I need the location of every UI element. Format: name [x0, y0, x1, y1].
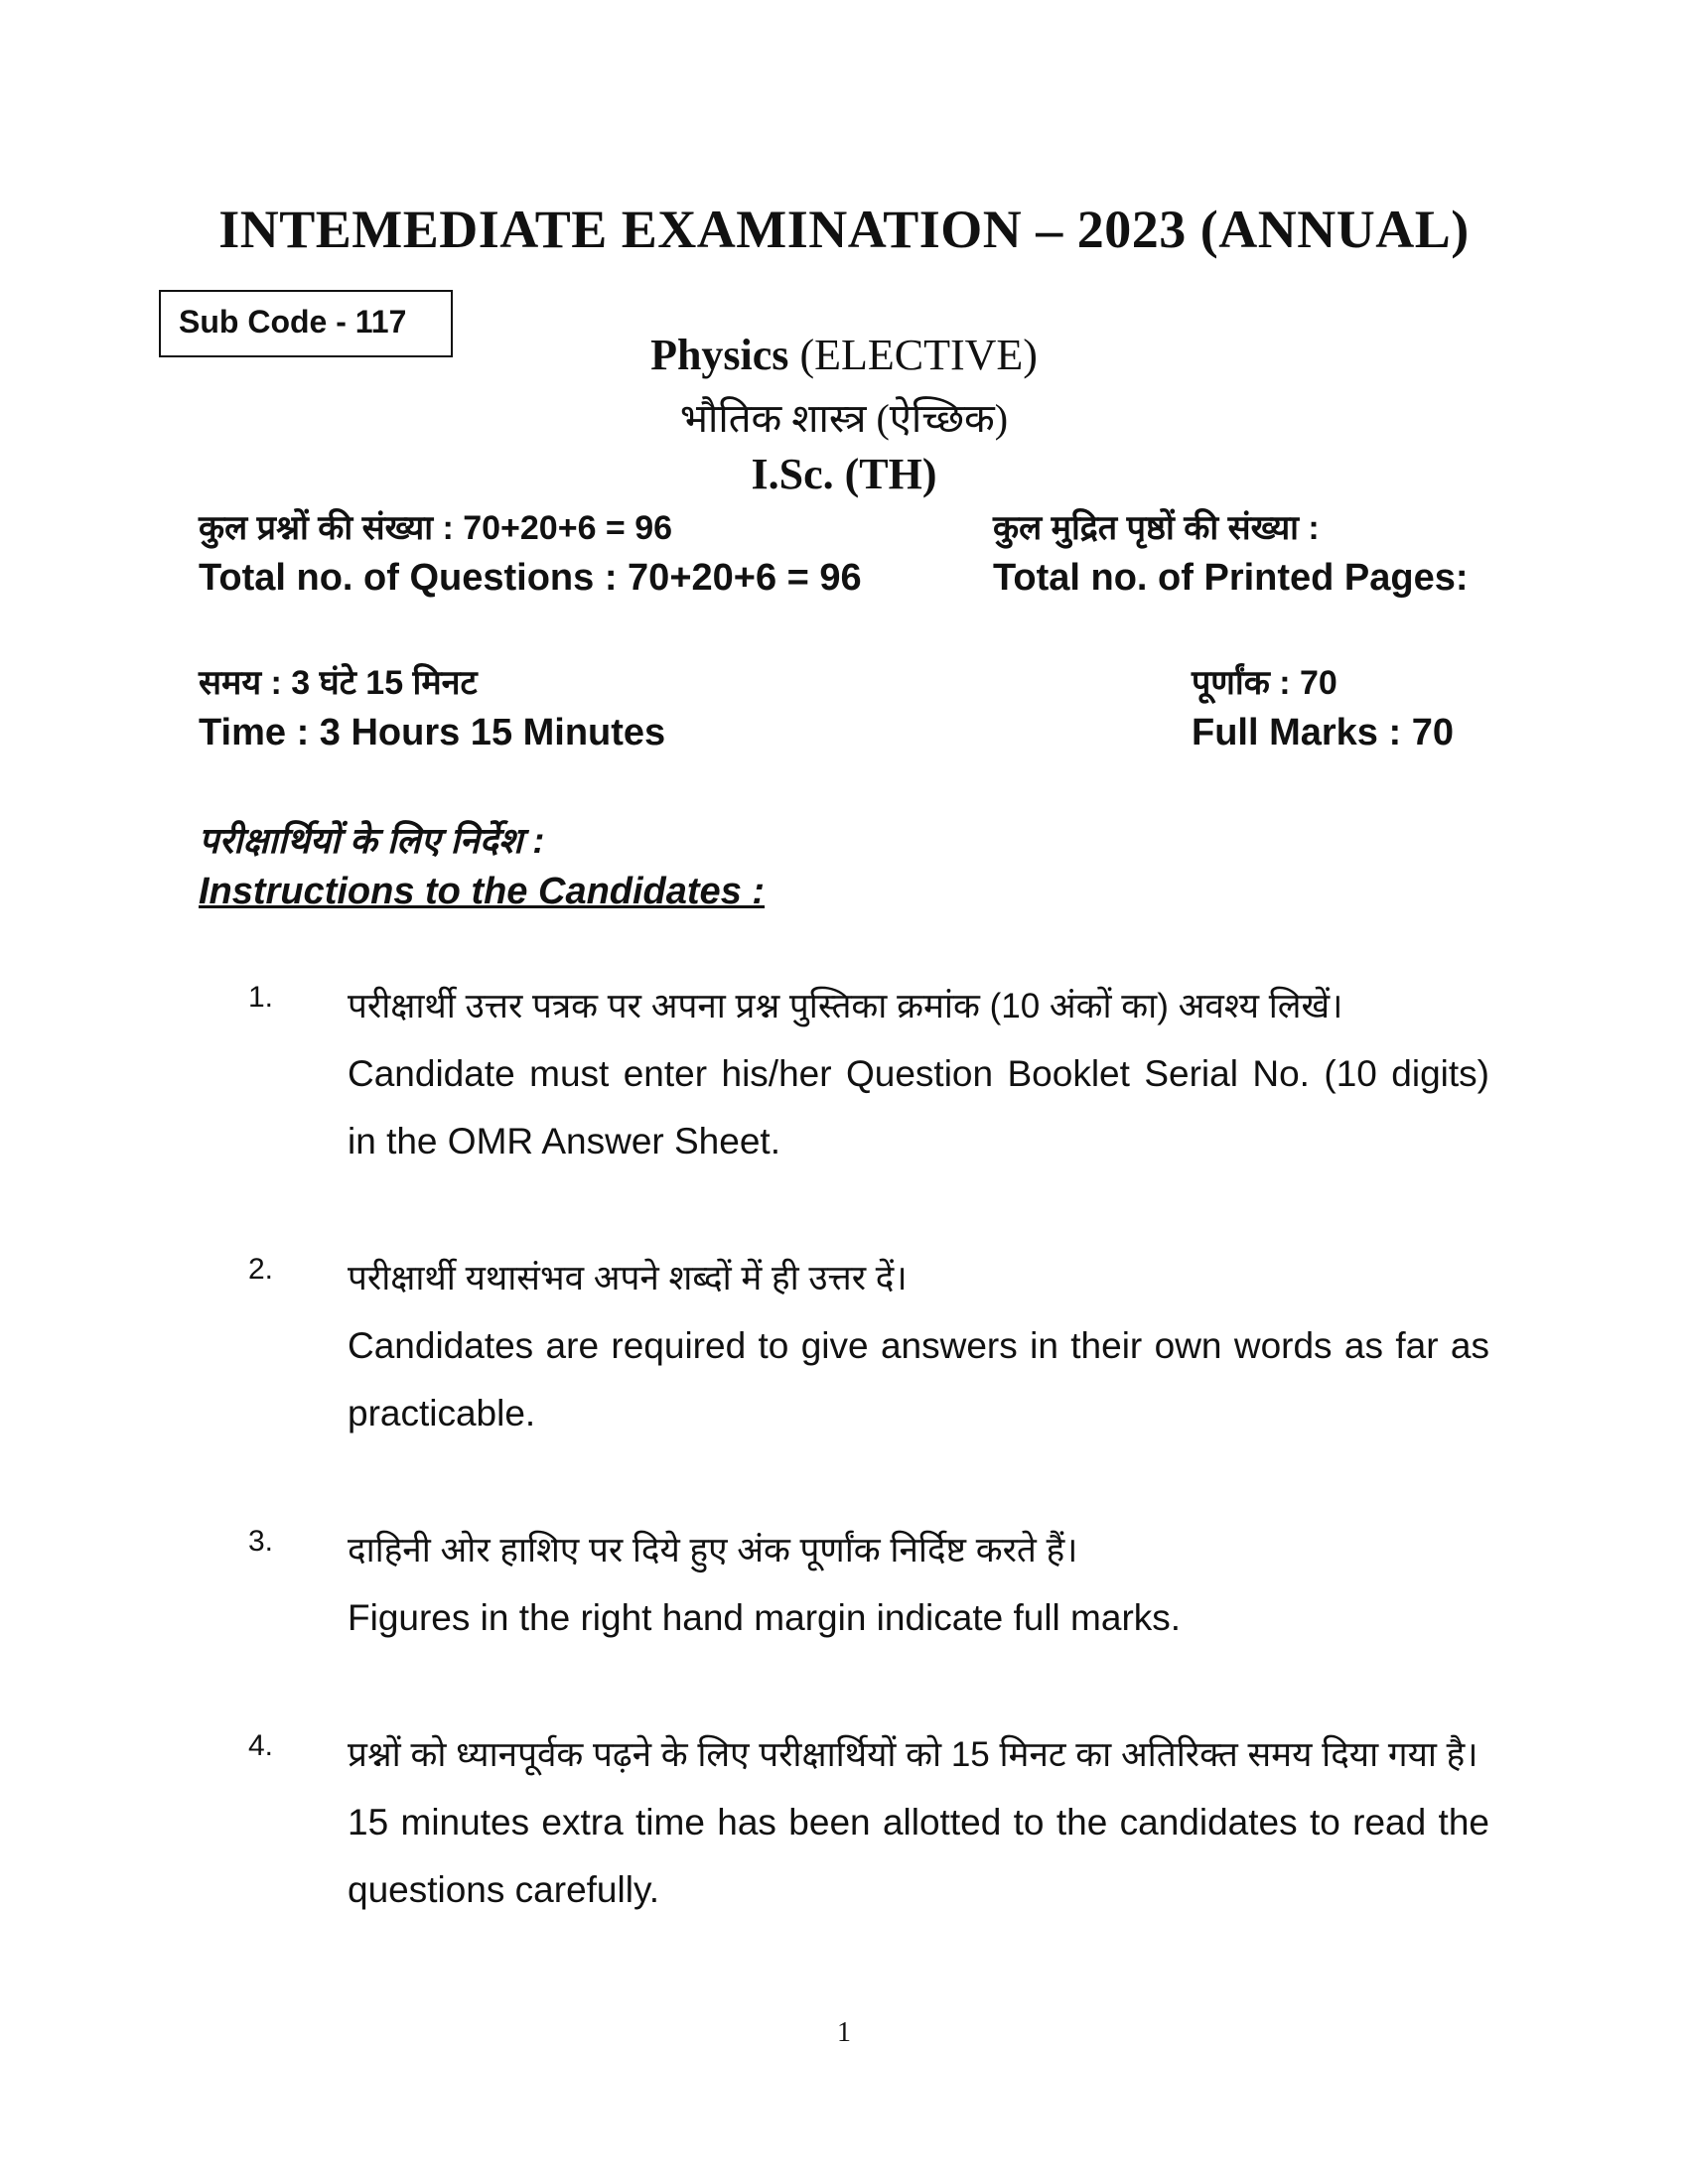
question-count-english: Total no. of Questions : 70+20+6 = 96	[199, 557, 862, 599]
printed-pages-hindi: कुल मुद्रित पृष्ठों की संख्या :	[993, 509, 1320, 547]
exam-time	[199, 659, 665, 758]
full-marks-english: Full Marks : 70	[1192, 712, 1454, 753]
instruction-body	[348, 1517, 1489, 1652]
instruction-english: Candidate must enter his/her Question Booklet Serial No. (10 digits) in the OMR Answer Sheet.	[348, 1053, 1489, 1161]
instruction-hindi: परीक्षार्थी यथासंभव अपने शब्दों में ही उत्तर दें।	[348, 1259, 908, 1297]
instruction-english: Figures in the right hand margin indicate full marks.	[348, 1597, 1182, 1638]
instruction-hindi: प्रश्नों को ध्यानपूर्वक पढ़ने के लिए परीक्षार्थियों को 15 मिनट का अतिरिक्त समय दिया गया है।	[348, 1735, 1478, 1774]
subject-hindi: भौतिक शास्त्र (ऐच्छिक)	[679, 396, 1009, 441]
printed-pages	[993, 504, 1469, 604]
page-number: 1	[837, 2017, 851, 2048]
instruction-english: 15 minutes extra time has been allotted to the candidates to read the questions carefully.	[348, 1802, 1489, 1910]
sub-code-box: Sub Code - 117	[159, 290, 453, 357]
full-marks-hindi: पूर्णांक : 70	[1192, 664, 1337, 702]
instruction-number: 2.	[248, 1253, 274, 1286]
instructions-heading-english: Instructions to the Candidates :	[199, 871, 766, 912]
instruction-number: 1.	[248, 981, 274, 1014]
instructions-heading-hindi: परीक्षार्थियों के लिए निर्देश :	[199, 820, 545, 861]
instruction-english: Candidates are required to give answers in their own words as far as practicable.	[348, 1325, 1489, 1433]
instruction-body	[348, 973, 1489, 1175]
exam-title: INTEMEDIATE EXAMINATION – 2023 (ANNUAL)	[218, 200, 1470, 259]
subject-line	[0, 330, 1688, 380]
instruction-body	[348, 1245, 1489, 1447]
exam-time-hindi: समय : 3 घंटे 15 मिनट	[199, 664, 478, 702]
instruction-number: 3.	[248, 1525, 274, 1558]
question-count-hindi: कुल प्रश्नों की संख्या : 70+20+6 = 96	[199, 509, 673, 547]
printed-pages-english: Total no. of Printed Pages:	[993, 557, 1469, 599]
subject-type: (ELECTIVE)	[788, 331, 1038, 379]
instruction-hindi: परीक्षार्थी उत्तर पत्रक पर अपना प्रश्न पुस्तिका क्रमांक (10 अंकों का) अवश्य लिखें।	[348, 987, 1343, 1025]
instructions-heading	[199, 816, 765, 917]
instruction-body	[348, 1721, 1489, 1924]
subject-name: Physics	[650, 331, 789, 379]
instruction-number: 4.	[248, 1729, 274, 1762]
course-name: I.Sc. (TH)	[751, 450, 937, 498]
exam-time-english: Time : 3 Hours 15 Minutes	[199, 712, 666, 753]
full-marks	[1192, 659, 1454, 758]
instruction-hindi: दाहिनी ओर हाशिए पर दिये हुए अंक पूर्णांक निर्दिष्ट करते हैं।	[348, 1531, 1078, 1570]
question-count	[199, 504, 862, 604]
